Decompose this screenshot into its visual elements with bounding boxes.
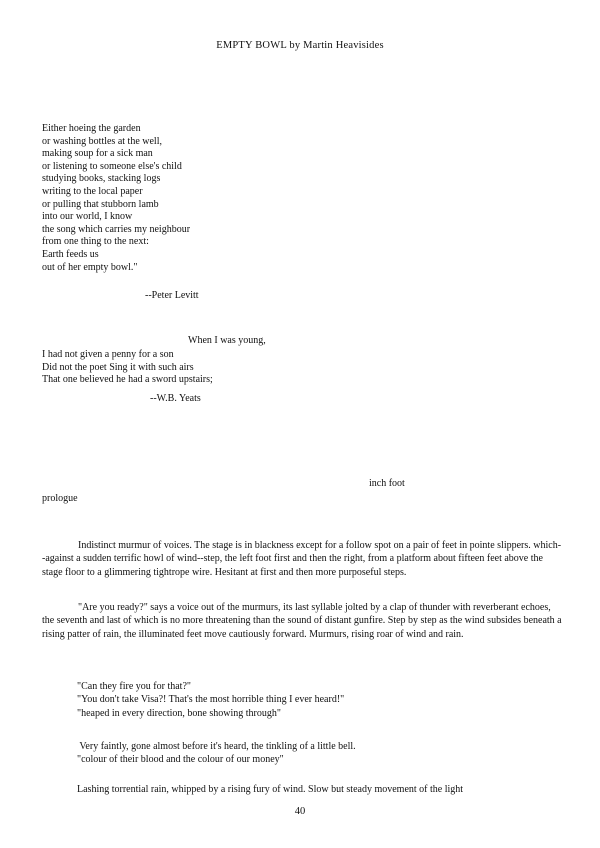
poem-line: Either hoeing the garden: [42, 123, 141, 134]
poem-line: into our world, I know: [42, 211, 133, 223]
poem-line: That one believed he had a sword upstairs;: [42, 374, 213, 386]
poem-line: out of her empty bowl.": [42, 261, 138, 273]
poem-line: I had not given a penny for a son: [42, 349, 174, 360]
dialogue-line: "Can they fire you for that?": [77, 681, 191, 692]
dialogue-block: [77, 740, 356, 767]
dialogue-line: Very faintly, gone almost before it's heard, the tinkling of a little bell.: [77, 741, 356, 752]
dialogue-line: "colour of their blood and the colour of our money": [77, 754, 284, 766]
page-number: 40: [294, 806, 306, 817]
poem-line: or pulling that stubborn lamb: [42, 198, 159, 210]
dialogue-block: [77, 680, 344, 720]
poem-line: Did not the poet Sing it with such airs: [42, 361, 194, 373]
page-title: EMPTY BOWL by Martin Heavisides: [216, 40, 384, 51]
poem-line: or washing bottles at the well,: [42, 135, 162, 147]
poem-line: or listening to someone else's child: [42, 160, 182, 172]
poem-line: writing to the local paper: [42, 185, 143, 197]
poem-line: studying books, stacking logs: [42, 173, 161, 185]
body-paragraph: Lashing torrential rain, whipped by a rising fury of wind. Slow but steady movement of the light: [77, 784, 464, 795]
epigraph-yeats: [42, 349, 213, 387]
dialogue-line: "You don't take Visa?! That's the most horrible thing I ever heard!": [77, 694, 345, 706]
poem-line: from one thing to the next:: [42, 236, 149, 248]
section-heading: prologue: [42, 493, 78, 504]
epigraph-levitt: [42, 123, 190, 274]
poem-line: making soup for a sick man: [42, 148, 153, 160]
epigraph-attribution: --Peter Levitt: [145, 290, 199, 301]
dialogue-line: "heaped in every direction, bone showing through": [77, 707, 281, 719]
body-paragraph: Indistinct murmur of voices. The stage is in blackness except for a follow spot on a pair of feet in pointe slippers. which--against a sudden terrific howl of wind--step, the left foot first and then the right, from a platform about fifteen feet above the stage floor to a glimmering tightrope wire. Hesitant at first and then more purposeful steps.: [42, 540, 562, 578]
stray-text: inch foot: [369, 478, 405, 489]
epigraph-attribution: --W.B. Yeats: [150, 393, 201, 404]
poem-line: the song which carries my neighbour: [42, 223, 191, 235]
poem-line: When I was young,: [188, 335, 266, 346]
body-paragraph: "Are you ready?" says a voice out of the murmurs, its last syllable jolted by a clap of thunder with reverberant echoes, the seventh and last of which is no more threatening than the sound of distant gunfire. Step by step as the wind subsides beneath a rising patter of rain, the illuminated feet move cautiously forward. Murmurs, rising roar of wind and rain.: [42, 602, 562, 640]
poem-line: Earth feeds us: [42, 248, 99, 260]
